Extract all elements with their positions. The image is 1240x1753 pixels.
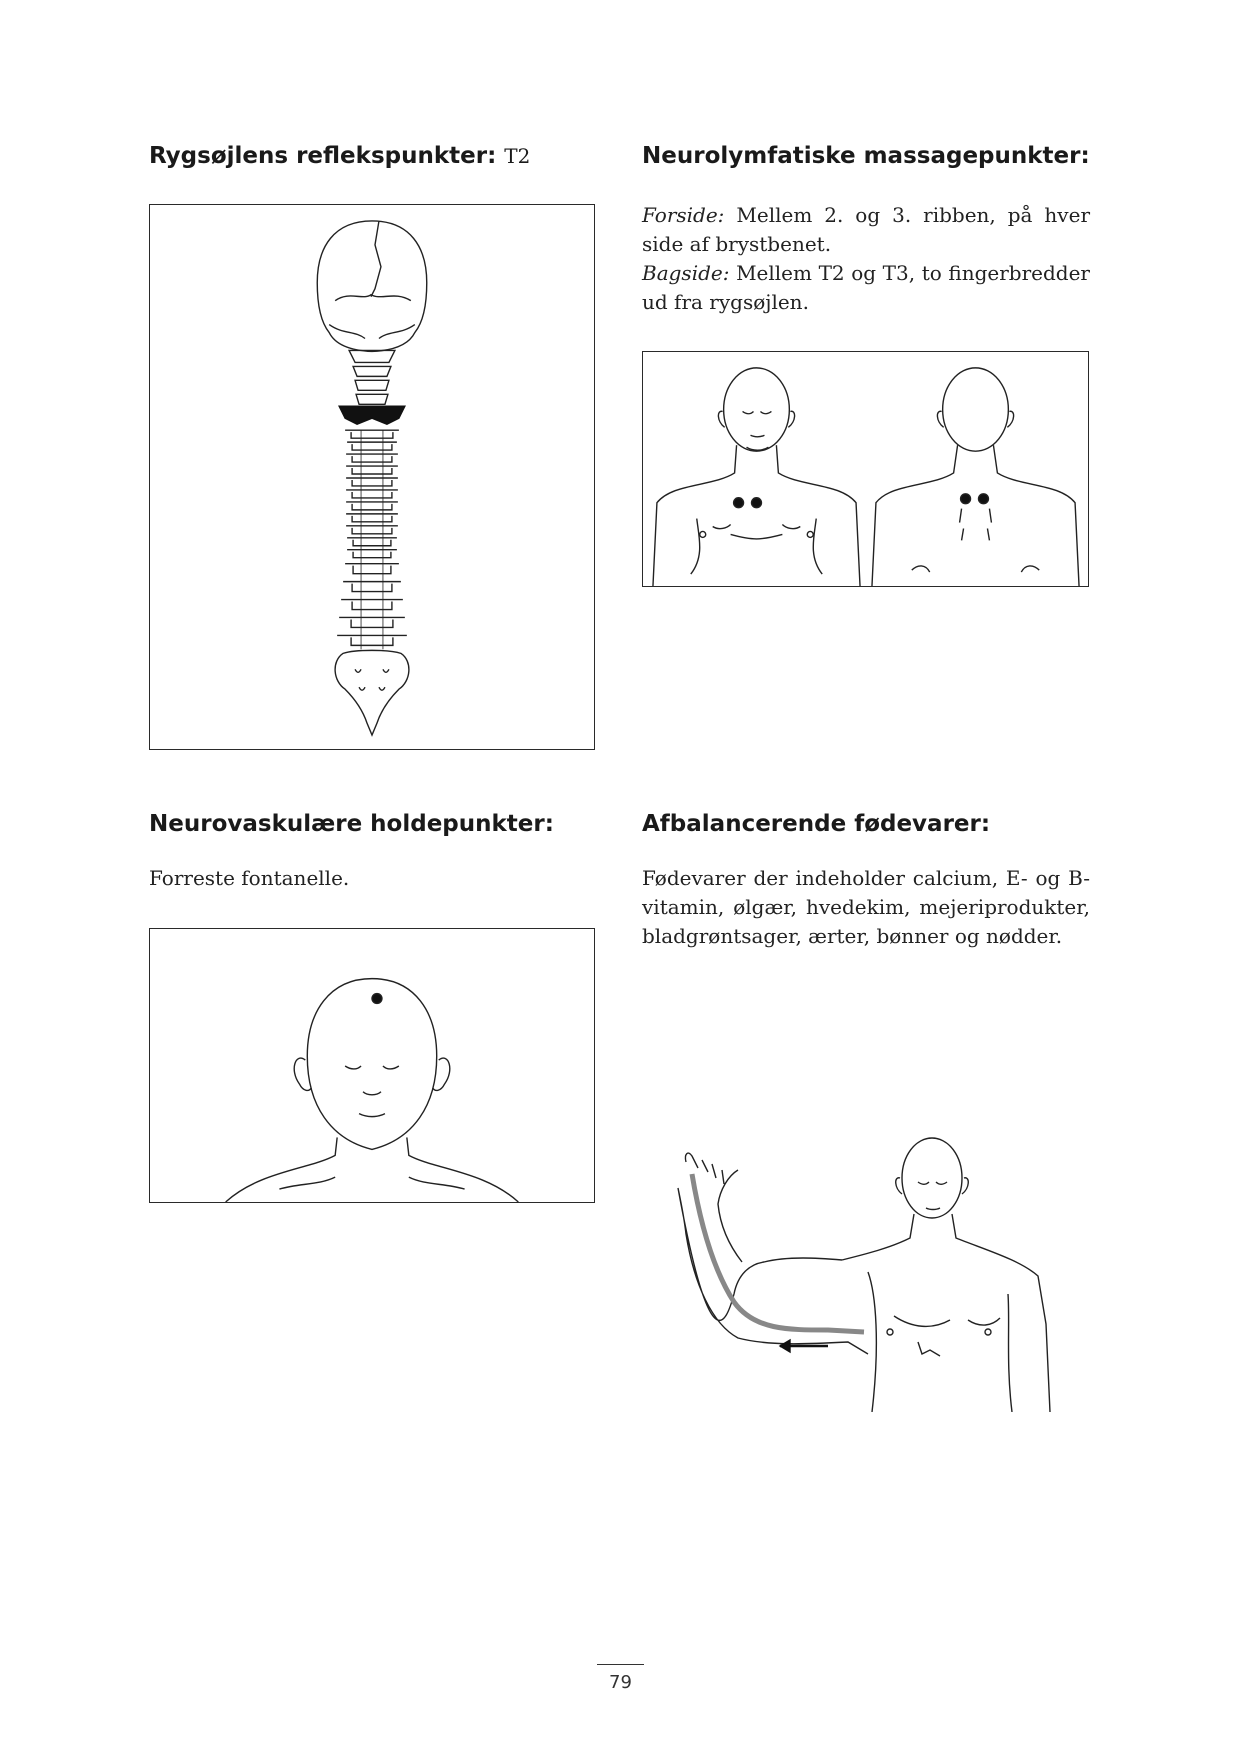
reflex-points-heading: [149, 145, 530, 168]
foods-heading: Afbalancerende fødevarer:: [642, 811, 991, 837]
lymphatic-points-heading: Neurolymfatiske massagepunkter:: [642, 143, 1090, 169]
vascular-points-heading: Neurovaskulære holdepunkter:: [149, 811, 554, 837]
spine-illustration: [149, 204, 595, 750]
reflex-points-heading-label: Rygsøjlens reflekspunkter:: [149, 143, 497, 169]
front-text: Mellem 2. og 3. ribben, på hver side af brystbenet.: [642, 203, 1090, 256]
reflex-points-value: T2: [504, 144, 531, 168]
vascular-points-text: Forreste fontanelle.: [149, 866, 350, 890]
fontanelle-illustration: [149, 928, 595, 1203]
footer-rule: [597, 1664, 644, 1665]
arm-meridian-illustration: [668, 1124, 1068, 1412]
lymphatic-illustration: [642, 351, 1089, 587]
back-label: Bagside:: [642, 261, 730, 285]
back-text: Mellem T2 og T3, to fingerbredder ud fra rygsøjlen.: [642, 261, 1090, 314]
foods-text: Fødevarer der indeholder calcium, E- og B-vitamin, ølgær, hvedekim, mejeriprodukter, bladgrøntsager, ærter, bønner og nødder.: [642, 866, 1090, 948]
page-number: 79: [609, 1672, 632, 1693]
front-label: Forside:: [642, 203, 725, 227]
lymphatic-points-text: [642, 201, 1090, 317]
